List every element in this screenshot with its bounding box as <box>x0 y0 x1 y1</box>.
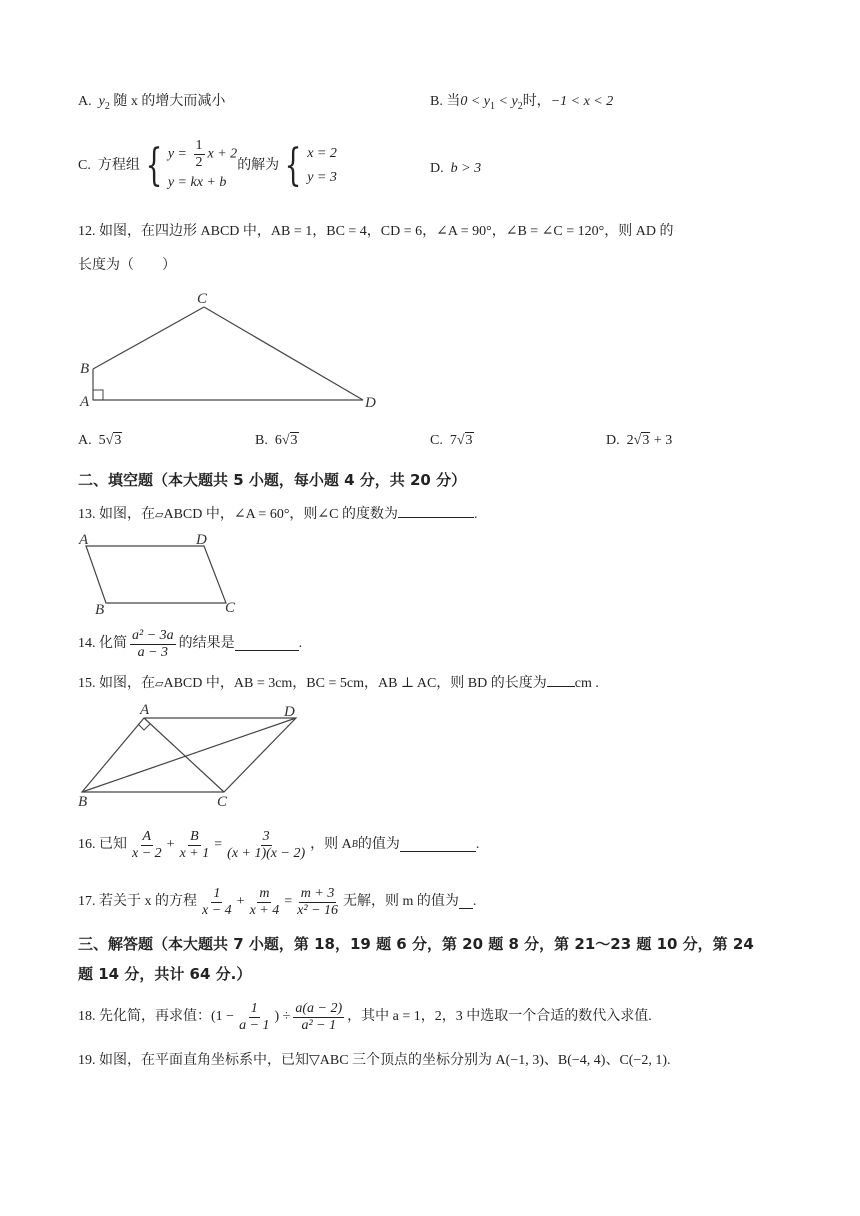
q11-option-a: A. $y_2$ 随 x 的增大而减小 <box>78 94 226 112</box>
q12-label-d: D <box>365 395 376 411</box>
q12-label-a: A <box>80 394 90 410</box>
section-2-title: 二、填空题（本大题共 5 小题，每小题 4 分，共 20 分） <box>78 471 467 489</box>
q12-figure <box>76 285 386 415</box>
q15-label-c: C <box>217 794 228 810</box>
q13-label-b: B <box>95 602 105 616</box>
q13-label-a: A <box>79 532 89 548</box>
q12-option-d: D. 2√3 + 3 <box>606 433 673 448</box>
q12-option-c: C. 7√3 <box>430 433 473 448</box>
q18-stem: 18. 先化简，再求值：(1 − $\frac{1}{a - 1}$ ) ÷ $\frac{a(a - 2)}{\text{a² − 1}}$ ，其中 a = 1，2，3 中选取一个合适的数代入求值. <box>78 1000 652 1033</box>
q11-option-b: B. 当$0 < y_1 < y_2$时，−1 < x < 2 <box>430 94 614 112</box>
q12-stem-line1: 12. 如图，在四边形 ABCD 中，AB = 1，BC = 4，CD = 6，∠A = 90°，∠B = ∠C = 120°，则 AD 的 <box>78 224 674 239</box>
q12-label-b: B <box>80 361 90 377</box>
q13-stem: 13. 如图，在▱ABCD 中，∠A = 60°，则∠C 的度数为 . <box>78 507 478 522</box>
q12-label-c: C <box>197 291 208 307</box>
q15-stem: 15. 如图，在▱ABCD 中，AB = 3cm，BC = 5cm，AB ⊥ AC，则 BD 的长度为 cm . <box>78 676 599 691</box>
q13-figure <box>76 530 246 616</box>
q13-label-d: D <box>196 532 207 548</box>
q12-option-a: A. 5√3 <box>78 433 122 448</box>
q19-stem: 19. 如图，在平面直角坐标系中，已知▽ABC 三个顶点的坐标分别为 A(−1, 3)、B(−4, 4)、C(−2, 1). <box>78 1053 671 1068</box>
q12-option-b: B. 6√3 <box>255 433 298 448</box>
section-3-title-line2: 题 14 分，共计 64 分.） <box>78 965 252 983</box>
q15-label-b: B <box>78 794 88 810</box>
q17-stem: 17. 若关于 x 的方程 $\frac{1}{x - 4}$ + $\frac{m}{x + 4}$ = $\frac{m + 3}{\text{x² − 16}}$ 无解，则 m 的值为 . <box>78 885 477 918</box>
section-3-title-line1: 三、解答题（本大题共 7 小题，第 18，19 题 6 分，第 20 题 8 分，第 21～23 题 10 分，第 24 <box>78 935 754 953</box>
q13-label-c: C <box>225 600 236 616</box>
q16-stem: 16. 已知 $\frac{A}{x - 2}$ + $\frac{B}{x + 1}$ = $\frac{3}{(x + 1)(x - 2)}$ ，则 A B 的值为 . <box>78 828 480 861</box>
q15-figure <box>76 700 306 810</box>
q14-stem: 14. 化简 $\frac{\text{a² − 3a}}{a - 3}$ 的结果是 . <box>78 627 303 660</box>
q15-label-a: A <box>140 702 150 718</box>
q15-label-d: D <box>284 704 295 720</box>
q11-option-d: D. b > 3 <box>430 161 482 176</box>
q12-stem-line2: 长度为（ ） <box>78 258 176 273</box>
q11-option-c: C. 方程组 { y = $\frac{1}{2}$ x + 2 y = kx + b 的解为 { x = 2 y = 3 <box>78 137 337 191</box>
